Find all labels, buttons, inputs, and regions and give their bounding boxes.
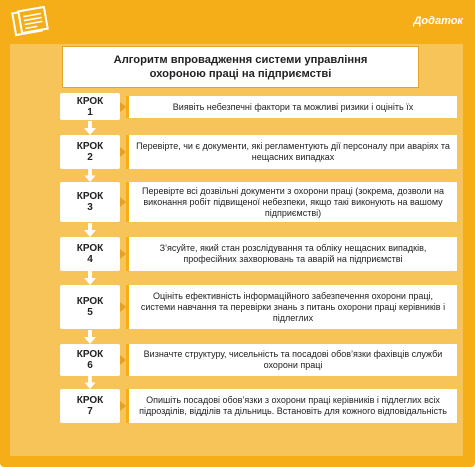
step-badge (60, 344, 120, 376)
appendix-label: Додаток (413, 15, 463, 27)
arrow-down-icon (84, 223, 96, 237)
step-row (10, 285, 463, 329)
step-word: КРОК (76, 296, 104, 307)
arrow-down-icon (84, 330, 96, 344)
step-word: КРОК (76, 349, 104, 360)
step-word: КРОК (76, 191, 104, 202)
title-line-1: Алгоритм впровадження системи управління (113, 54, 368, 66)
step-badge (60, 389, 120, 423)
step-word: КРОК (76, 243, 104, 254)
document-icon (10, 6, 52, 38)
step-description: Перевірте всі дозвільні документи з охорони праці (зокрема, дозволи на виконання робіт підвищеної небезпеки, якщо такі виконують на вашому підприємстві) (126, 182, 457, 222)
step-description: Виявіть небезпечні фактори та можливі ризики і оцініть їх (126, 96, 457, 118)
arrow-down-icon (84, 169, 96, 182)
step-badge (60, 285, 120, 329)
arrow-down-icon (84, 121, 96, 135)
step-number: 4 (87, 254, 93, 265)
step-badge (60, 93, 120, 120)
step-number: 1 (87, 106, 93, 118)
arrow-down-icon (84, 271, 96, 285)
step-number: 6 (87, 360, 93, 371)
step-word: КРОК (76, 141, 104, 152)
step-badge (60, 237, 120, 271)
step-description: Оцініть ефективність інформаційного забезпечення охорони праці, системи навчання та перевірки знань з питань охорони праці керівників і підлеглих (126, 285, 457, 329)
step-row (10, 389, 463, 423)
step-number: 5 (87, 307, 93, 318)
step-description: З’ясуйте, який стан розслідування та обліку нещасних випадків, професійних захворювань та аварій на підприємстві (126, 237, 457, 271)
step-word: КРОК (76, 95, 104, 107)
step-row (10, 93, 463, 120)
step-badge (60, 182, 120, 222)
step-description: Опишіть посадові обов’язки з охорони праці керівників і підлеглих всіх підрозділів, відділів та дільниць. Встановіть для кожного відповідальність (126, 389, 457, 423)
step-number: 2 (87, 152, 93, 163)
step-number: 3 (87, 202, 93, 213)
step-description: Перевірте, чи є документи, які регламентують дії персоналу при аваріях та нещасних випадках (126, 135, 457, 169)
step-row (10, 182, 463, 222)
algorithm-title (62, 46, 419, 88)
step-row (10, 237, 463, 271)
step-row (10, 135, 463, 169)
step-number: 7 (87, 406, 93, 417)
title-line-2: охороною праці на підприємстві (149, 68, 332, 80)
algorithm-panel (10, 44, 463, 456)
step-badge (60, 135, 120, 169)
step-row (10, 344, 463, 376)
step-word: КРОК (76, 395, 104, 406)
arrow-down-icon (84, 376, 96, 389)
step-description: Визначте структуру, чисельність та посадові обов’язки фахівців служби охорони праці (126, 344, 457, 376)
header-band (0, 0, 475, 44)
